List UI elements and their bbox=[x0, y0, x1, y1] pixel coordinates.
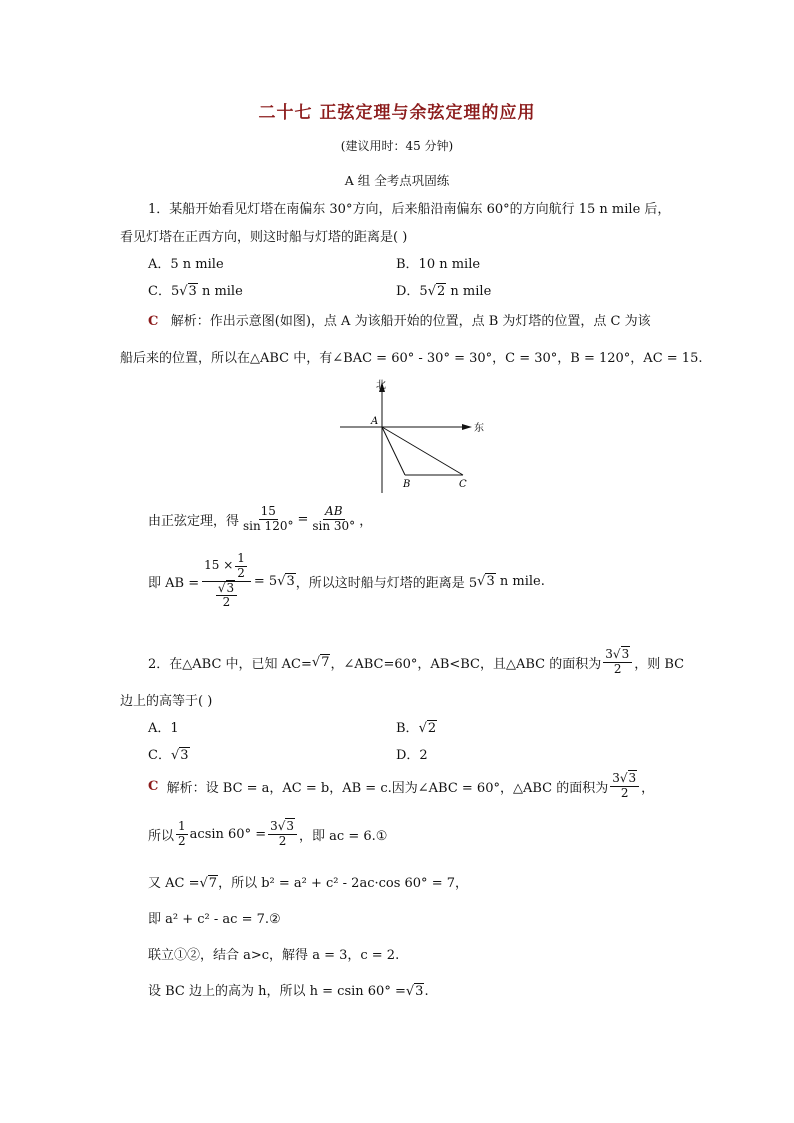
group-heading: A 组 全考点巩固练 bbox=[344, 173, 450, 188]
label-b: B bbox=[403, 479, 411, 490]
q2-solution-line5: 联立①②，结合 a>c，解得 a = 3，c = 2. bbox=[148, 948, 400, 963]
q1-compute-line: 即 AB = 15 × $\frac{1}{2}$ $\frac{√3}{2}$ = 5 √3 ，所以这时船与灯塔的距离是 5 √3 n mile. bbox=[148, 551, 545, 610]
q2-solution-line3: 又 AC =√7，所以 b² = a² + c² - 2ac·cos 60° = 7， bbox=[148, 876, 468, 891]
q1-option-a: A．5 n mile bbox=[148, 257, 224, 272]
q1-solution-line2: 船后来的位置，所以在△ABC 中，有∠BAC = 60° - 30° = 30°，C = 30°，B = 120°，AC = 15. bbox=[120, 351, 703, 366]
q2-option-c: C．√3 bbox=[148, 748, 189, 763]
q1-answer: C bbox=[148, 314, 159, 329]
q1-option-b: B．10 n mile bbox=[396, 257, 481, 272]
label-east: 东 bbox=[474, 423, 484, 434]
label-a: A bbox=[371, 416, 379, 427]
page-title: 二十七 正弦定理与余弦定理的应用 bbox=[258, 103, 536, 123]
q1-option-c: C．5√3 n mile bbox=[148, 284, 243, 299]
q2-solution-line6: 设 BC 边上的高为 h，所以 h = csin 60° =√3. bbox=[148, 984, 429, 999]
q1-sine-law-line: 由正弦定理，得 $\frac{15}{\sin 120^\circ}$ = $\frac{AB}{\sin 30^\circ}$ ， bbox=[148, 504, 373, 533]
q1-diagram bbox=[335, 378, 495, 498]
q2-answer: C bbox=[148, 778, 159, 794]
q2-solution-line4: 即 a² + c² - ac = 7.② bbox=[148, 912, 281, 927]
q2-option-d: D．2 bbox=[396, 748, 428, 763]
label-c: C bbox=[459, 479, 467, 490]
suggested-time: (建议用时：45 分钟) bbox=[340, 139, 454, 153]
q1-stem-line1: 1．某船开始看见灯塔在南偏东 30°方向，后来船沿南偏东 60°的方向航行 15 n mile 后， bbox=[148, 202, 671, 217]
q2-stem-line2: 边上的高等于( ) bbox=[120, 694, 213, 709]
q2-solution-line2: 所以 $\frac{1}{2}$ acsin 60° = $\frac{3√3}{2}$ ，即 ac = 6.① bbox=[148, 819, 388, 848]
q2-stem-line1: 2．在△ABC 中，已知 AC= √7 ，∠ABC=60°，AB<BC，且△ABC 的面积为 $\frac{3√3}{2}$ ，则 BC bbox=[148, 647, 685, 676]
q2-option-a: A．1 bbox=[148, 721, 179, 736]
q2-solution-line1: C 解析： 设 BC = a，AC = b，AB = c.因为∠ABC = 60°，△ABC 的面积为 $\frac{3√3}{2}$ ， bbox=[148, 771, 655, 800]
q1-solution-line1: C 解析：作出示意图(如图)，点 A 为该船开始的位置，点 B 为灯塔的位置，点 C 为该 bbox=[148, 314, 651, 329]
q2-option-b: B．√2 bbox=[396, 721, 437, 736]
q1-option-d: D．5√2 n mile bbox=[396, 284, 492, 299]
segment-ac bbox=[382, 427, 463, 475]
east-arrow-icon bbox=[462, 424, 472, 430]
q1-stem-line2: 看见灯塔在正西方向，则这时船与灯塔的距离是( ) bbox=[120, 230, 408, 245]
label-north: 北 bbox=[376, 380, 386, 391]
